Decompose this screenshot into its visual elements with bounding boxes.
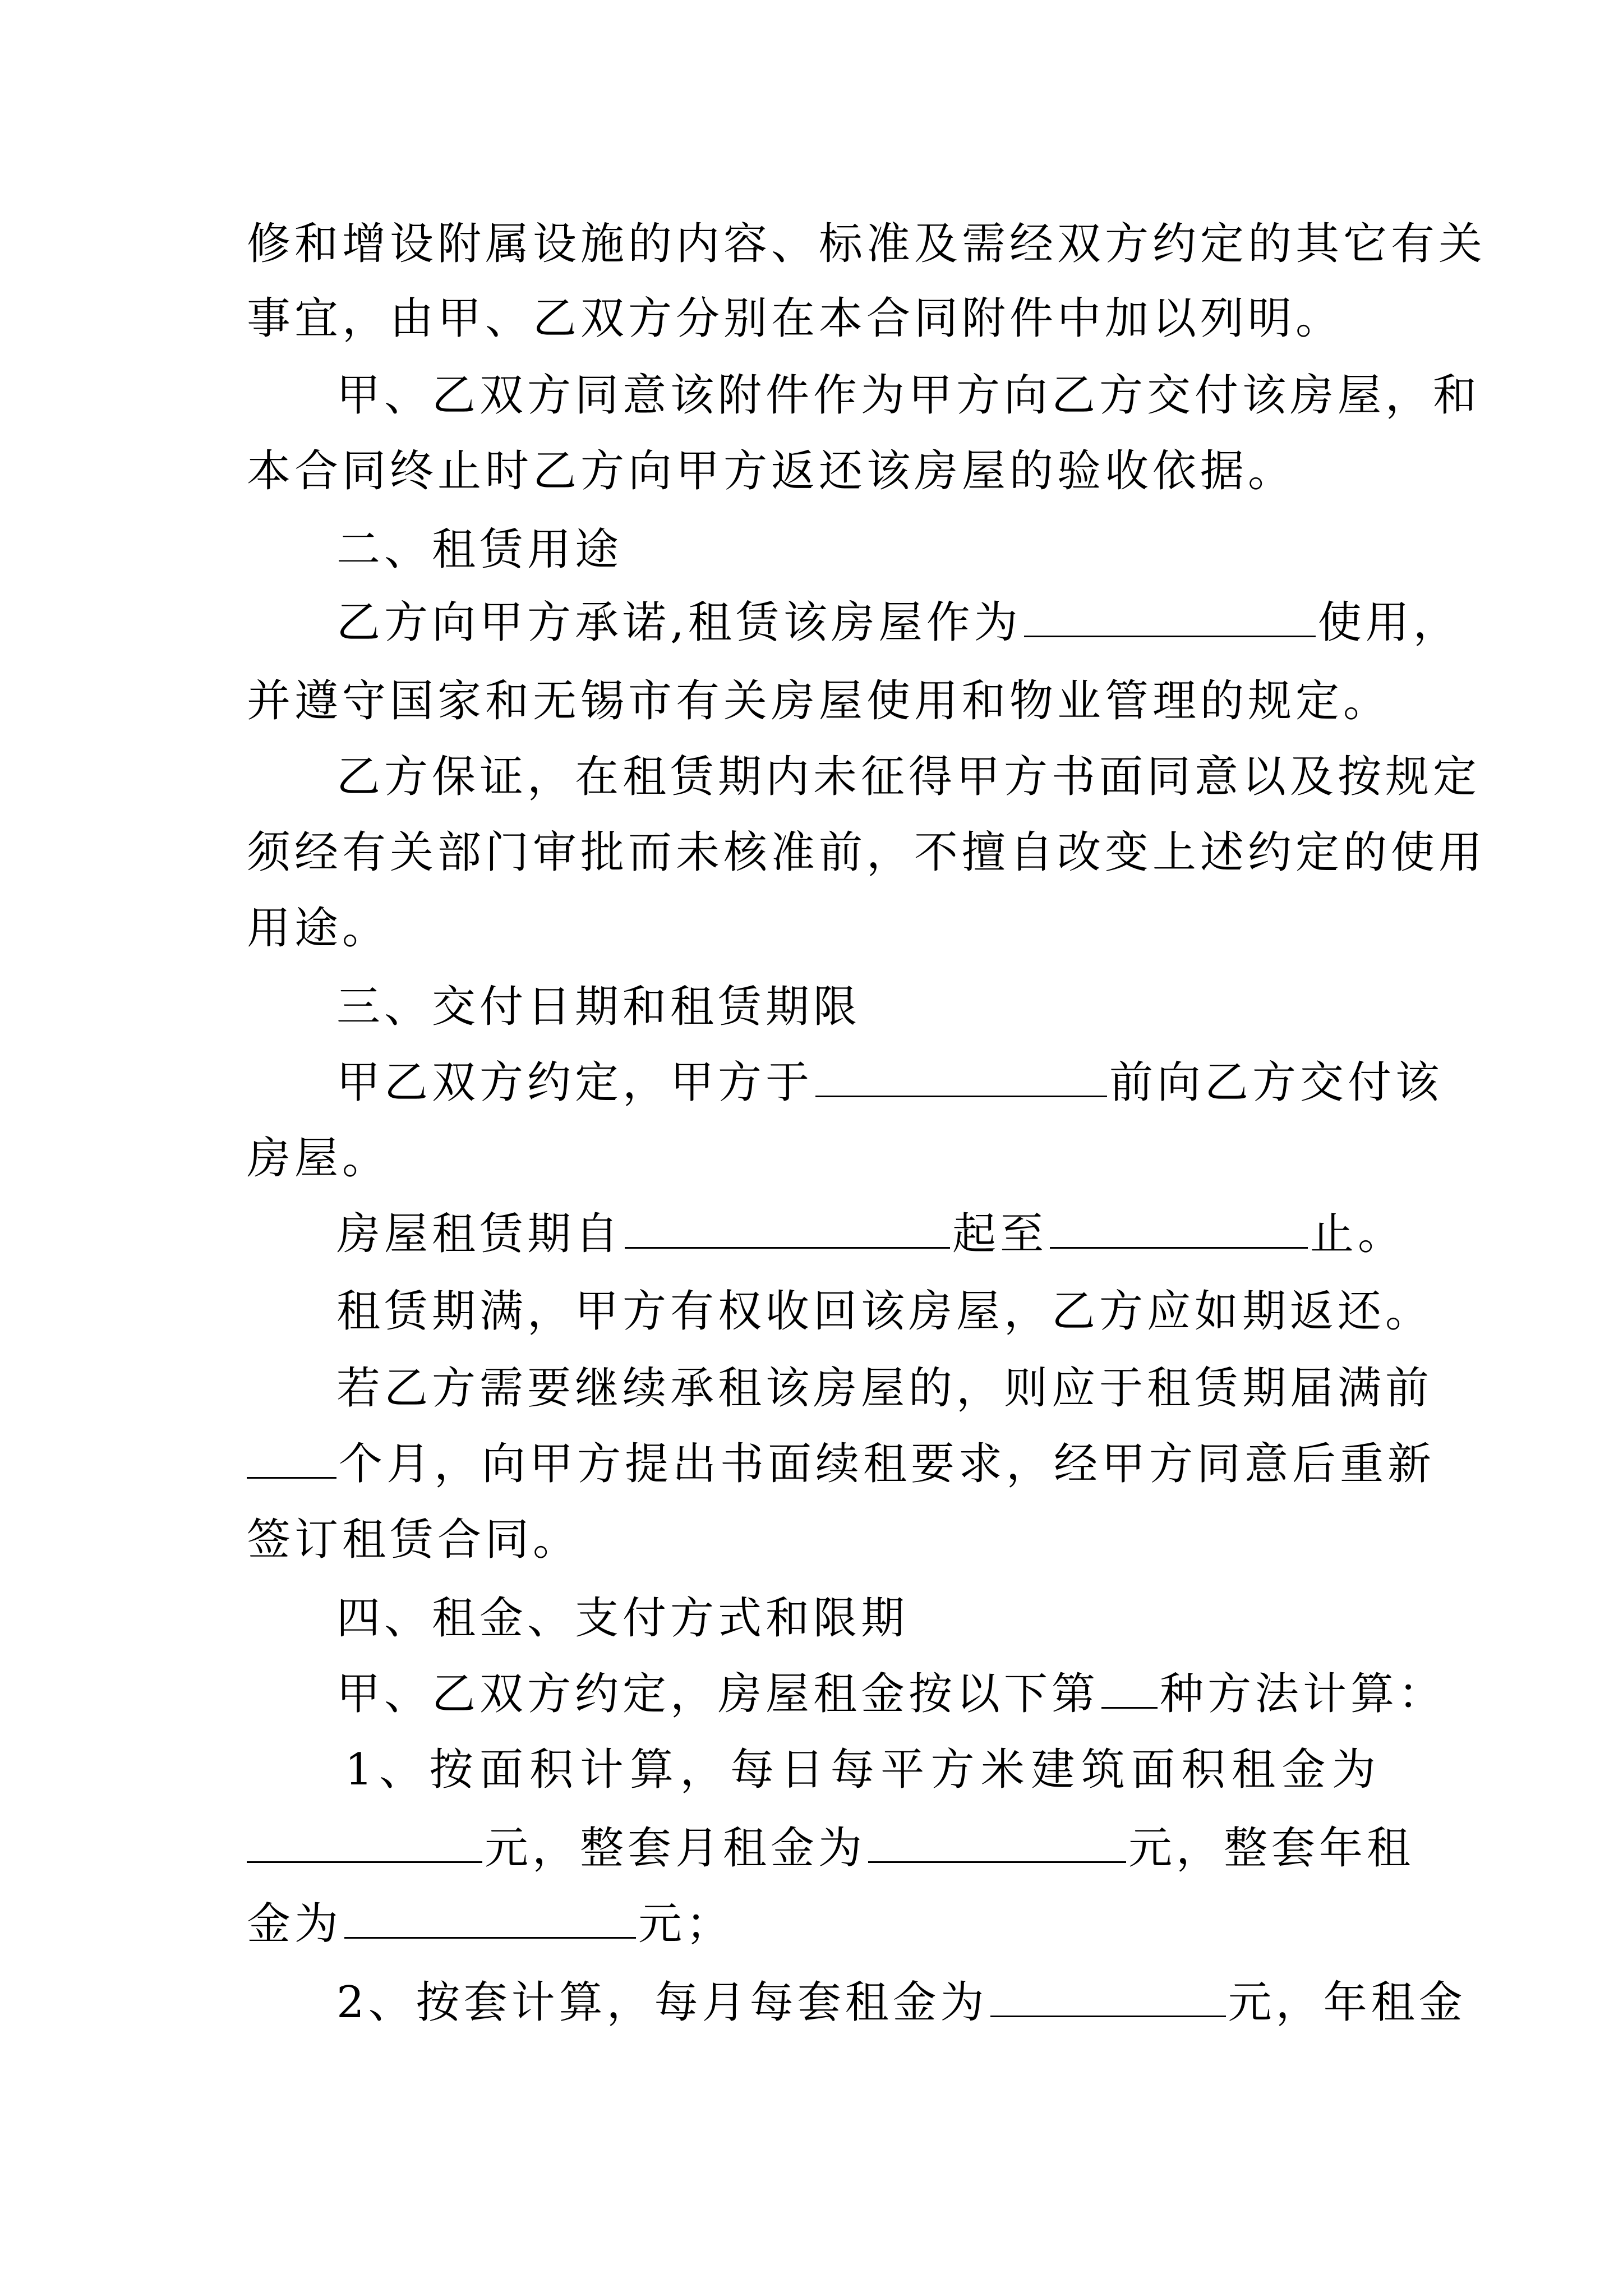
text-line xyxy=(336,1206,1406,1262)
text-line xyxy=(247,1436,1436,1492)
fill-in-blank xyxy=(868,1822,1126,1863)
section-heading: 三、交付日期和租赁期限 xyxy=(336,982,861,1032)
text-line: 甲、乙双方同意该附件作为甲方向乙方交付该房屋，和 xyxy=(336,370,1481,421)
text-line: 租赁期满，甲方有权收回该房屋，乙方应如期返还。 xyxy=(336,1286,1433,1337)
fill-in-blank xyxy=(1050,1208,1308,1249)
text-segment: 甲、乙双方约定，房屋租金按以下第 xyxy=(336,1669,1100,1719)
section-heading: 四、租金、支付方式和限期 xyxy=(336,1593,909,1644)
section-heading: 二、租赁用途 xyxy=(336,524,623,575)
fill-in-blank xyxy=(1101,1668,1158,1709)
text-segment: 2、按套计算，每月每套租金为 xyxy=(336,1977,988,2028)
text-segment: 元； xyxy=(638,1899,734,1949)
text-segment: 金为 xyxy=(247,1899,343,1949)
text-segment: 使用， xyxy=(1317,597,1461,648)
text-segment: 乙方向甲方承诺,租赁该房屋作为 xyxy=(336,597,1022,648)
text-segment: 个月，向甲方提出书面续租要求，经甲方同意后重新 xyxy=(339,1439,1436,1489)
text-line xyxy=(247,1896,1380,1952)
fill-in-blank xyxy=(247,1438,336,1479)
fill-in-blank xyxy=(247,1822,482,1863)
text-line: 签订租赁合同。 xyxy=(247,1515,581,1565)
text-line xyxy=(336,1055,1444,1111)
text-line xyxy=(336,1666,1446,1722)
text-line: 乙方保证，在租赁期内未征得甲方书面同意以及按规定 xyxy=(336,752,1481,802)
text-segment: 元，年租金 xyxy=(1228,1977,1467,2028)
text-segment: 元，整套月租金为 xyxy=(485,1823,866,1874)
text-segment: 种方法计算： xyxy=(1160,1669,1446,1719)
fill-in-blank xyxy=(815,1056,1107,1097)
text-segment: 房屋租赁期自 xyxy=(336,1209,623,1259)
fill-in-blank xyxy=(1024,596,1316,637)
text-line: 并遵守国家和无锡市有关房屋使用和物业管理的规定。 xyxy=(247,676,1391,726)
fill-in-blank xyxy=(990,1976,1226,2017)
text-line: 修和增设附属设施的内容、标准及需经双方约定的其它有关 xyxy=(247,219,1487,269)
text-line: 房屋。 xyxy=(247,1133,390,1184)
text-segment: 甲乙双方约定，甲方于 xyxy=(336,1057,814,1108)
text-segment: 起至 xyxy=(952,1209,1048,1259)
text-line: 1、按面积计算，每日每平方米建筑面积租金为 xyxy=(345,1745,1380,1795)
text-line: 须经有关部门审批而未核准前，不擅自改变上述约定的使用 xyxy=(247,827,1487,878)
text-line: 若乙方需要继续承租该房屋的，则应于租赁期届满前 xyxy=(336,1363,1433,1414)
fill-in-blank xyxy=(344,1898,636,1939)
text-line: 用途。 xyxy=(247,903,390,954)
text-line: 本合同终止时乙方向甲方返还该房屋的验收依据。 xyxy=(247,446,1296,496)
text-line: 事宜，由甲、乙双方分别在本合同附件中加以列明。 xyxy=(247,293,1344,344)
text-line xyxy=(247,1820,1415,1876)
text-segment: 止。 xyxy=(1310,1209,1406,1259)
fill-in-blank xyxy=(625,1208,950,1249)
text-line xyxy=(336,595,1461,651)
text-segment: 前向乙方交付该 xyxy=(1109,1057,1444,1108)
text-segment: 元，整套年租 xyxy=(1128,1823,1415,1874)
text-line xyxy=(336,1975,1467,2031)
